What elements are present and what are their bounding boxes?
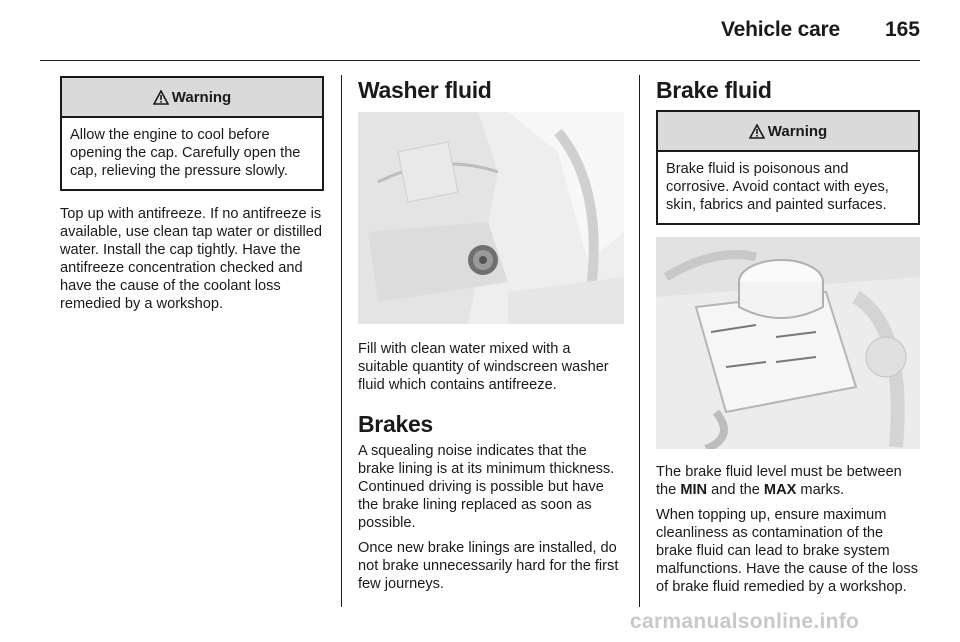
level-text-pre: The brake fluid level must be between the	[656, 464, 902, 498]
min-mark-label: MIN	[680, 482, 708, 498]
warning-title: Warning	[171, 88, 232, 106]
header-divider	[40, 60, 920, 61]
warning-title: Warning	[767, 122, 828, 140]
washer-fluid-heading: Washer fluid	[358, 77, 492, 103]
column-brake-fluid	[656, 76, 920, 596]
level-text-post: marks.	[796, 482, 845, 498]
brakes-heading: Brakes	[358, 411, 433, 437]
watermark: carmanualsonline.info	[630, 610, 860, 633]
column-divider-1	[341, 75, 342, 607]
warning-header	[658, 112, 918, 152]
washer-reservoir-photo	[358, 112, 624, 324]
brake-fluid-heading: Brake fluid	[656, 77, 772, 103]
max-mark-label: MAX	[763, 482, 797, 498]
warning-triangle-icon	[749, 124, 765, 139]
column-washer-brakes	[358, 76, 624, 593]
topping-up-paragraph: When topping up, ensure maximum cleanliness as contamination of the brake fluid can lead to brake system malfunctions. Have the cause of the loss of brake fluid remedied by a workshop.	[656, 507, 919, 595]
page-number: 165	[884, 18, 920, 41]
warning-text: Allow the engine to cool before opening the cap. Carefully open the cap, relieving the pressure slowly.	[70, 127, 301, 179]
brake-reservoir-illustration	[656, 237, 920, 449]
warning-text: Brake fluid is poisonous and corrosive. Avoid contact with eyes, skin, fabrics and painted surfaces.	[666, 161, 889, 213]
washer-cap-illustration	[358, 112, 624, 324]
brake-fluid-warning-box	[656, 110, 920, 225]
warning-header	[62, 78, 322, 118]
page-header-title: Vehicle care	[720, 18, 840, 41]
brakes-paragraph-1: A squealing noise indicates that the brake lining is at its minimum thickness. Continued driving is possible but have the brake lining replaced as soon as possible.	[358, 443, 615, 531]
coolant-paragraph: Top up with antifreeze. If no antifreeze is available, use clean tap water or distilled water. Install the cap tightly. Have the antifreeze concentration checked and have the cause of the coolant loss remedied by a workshop.	[60, 206, 323, 312]
warning-triangle-icon	[153, 90, 169, 105]
brake-reservoir-photo	[656, 237, 920, 449]
brakes-paragraph-2: Once new brake linings are installed, do not brake unnecessarily hard for the first few journeys.	[358, 540, 619, 592]
column-coolant	[60, 76, 324, 313]
washer-paragraph: Fill with clean water mixed with a suitable quantity of windscreen washer fluid which contains antifreeze.	[358, 341, 609, 393]
brake-level-paragraph	[656, 463, 920, 499]
level-text-mid: and the	[707, 482, 764, 498]
column-divider-2	[639, 75, 640, 607]
coolant-warning-box	[60, 76, 324, 191]
